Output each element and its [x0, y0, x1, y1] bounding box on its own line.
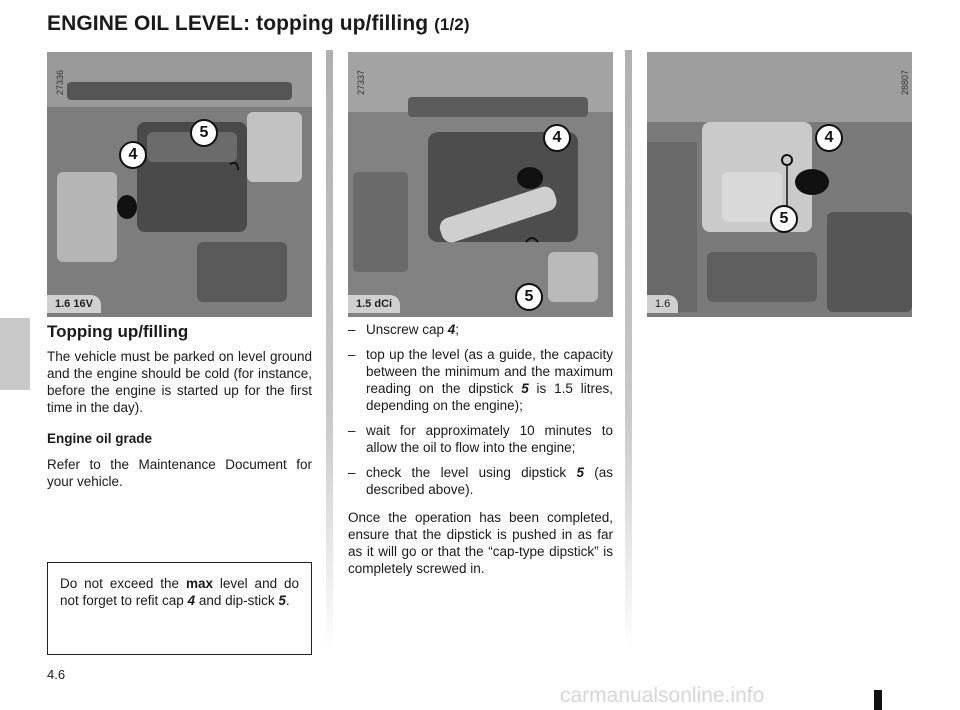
note-text: and dip-stick: [195, 593, 279, 608]
list-item-ref: 5: [521, 381, 529, 396]
oil-grade-heading: Engine oil grade: [47, 431, 153, 446]
list-item-text: (as described above).: [366, 465, 613, 497]
page-title-suffix: (1/2): [434, 15, 470, 34]
note-dipstick-ref: 5: [278, 593, 286, 608]
footer-marker: [874, 690, 882, 710]
note-text: level and do not forget to refit cap: [60, 576, 300, 608]
engine-photo-3: [647, 52, 912, 317]
section-heading: Topping up/filling: [47, 322, 189, 341]
list-item-text: Unscrew cap: [366, 322, 448, 337]
oil-grade-paragraph: Refer to the Maintenance Document for your vehicle.: [47, 457, 312, 489]
warning-note-box: [47, 562, 312, 655]
callout-5-photo-1: 5: [190, 119, 218, 147]
engine-label-2: 1.5 dCi: [348, 295, 400, 313]
callout-5-photo-2: 5: [515, 283, 543, 311]
list-item: [348, 346, 613, 414]
column-divider-left: [326, 50, 333, 650]
callout-4-photo-2: 4: [543, 124, 571, 152]
callout-5-photo-3: 5: [770, 205, 798, 233]
engine-bay-illustration: [348, 52, 613, 317]
photo-code-2: 27337: [356, 69, 366, 95]
bullet-dash: –: [348, 465, 356, 480]
note-max: max: [185, 576, 213, 591]
callout-4-photo-1: 4: [119, 141, 147, 169]
list-item-text: top up the level (as a guide, the capacity between the minimum and the maximum reading on the dipstick: [366, 347, 613, 396]
section-tab: [0, 318, 30, 390]
engine-bay-illustration: [647, 52, 912, 317]
list-item-ref: 5: [576, 465, 584, 480]
page-number: 4.6: [47, 667, 66, 682]
intro-paragraph: The vehicle must be parked on level ground and the engine should be cold (for instance, before the engine is started up for the first time in the day).: [47, 349, 312, 415]
list-item-ref: 4: [447, 322, 456, 337]
final-paragraph: Once the operation has been completed, ensure that the dipstick is pushed in as far as it will go or that the “cap-type dipstick” is completely screwed in.: [348, 510, 613, 576]
list-item-text: is 1.5 litres, depending on the engine);: [366, 381, 613, 413]
engine-photo-1: [47, 52, 312, 317]
note-text: .: [285, 593, 290, 608]
page-title-main: ENGINE OIL LEVEL: topping up/filling: [47, 12, 429, 35]
column-divider-right: [625, 50, 632, 650]
list-item-text: wait for approximately 10 minutes to allow the oil to flow into the engine;: [366, 423, 613, 455]
engine-label-1: 1.6 16V: [47, 295, 101, 313]
engine-label-3: 1.6: [647, 295, 678, 313]
note-cap-ref: 4: [187, 593, 196, 608]
photo-code-3: 28807: [900, 69, 910, 95]
instruction-list: [348, 321, 613, 506]
watermark-text: carmanualsonline.info: [560, 684, 765, 707]
bullet-dash: –: [348, 347, 356, 362]
note-text: Do not exceed the: [60, 576, 186, 591]
list-item: [348, 422, 613, 456]
list-item-text: check the level using dipstick: [366, 465, 577, 480]
bullet-dash: –: [348, 423, 356, 438]
list-item: [348, 464, 613, 498]
page-title: [47, 12, 470, 36]
engine-photo-2: [348, 52, 613, 317]
bullet-dash: –: [348, 322, 356, 337]
list-item-text: ;: [455, 322, 460, 337]
engine-bay-illustration: [47, 52, 312, 317]
callout-4-photo-3: 4: [815, 124, 843, 152]
list-item: [348, 321, 613, 338]
photo-code-1: 27336: [55, 69, 65, 95]
